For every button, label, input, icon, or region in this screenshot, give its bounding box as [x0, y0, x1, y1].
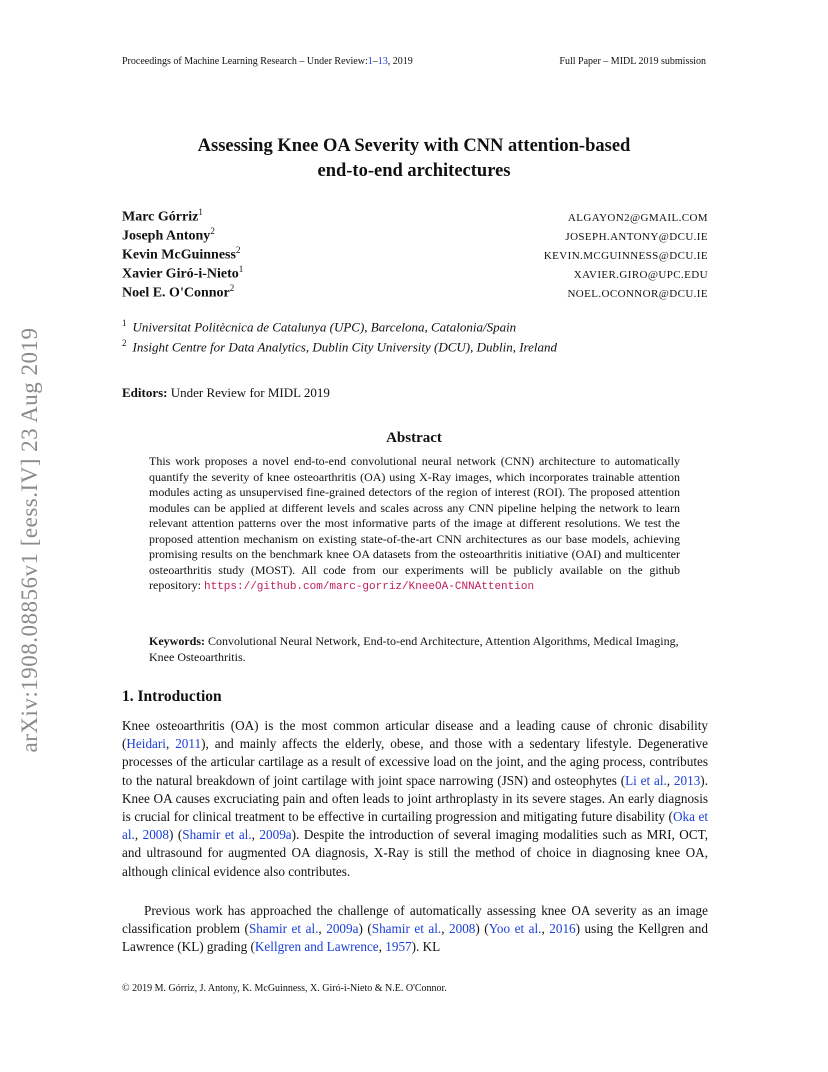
- citation-link[interactable]: 2011: [175, 736, 202, 752]
- title-line-2: end-to-end architectures: [317, 161, 511, 181]
- header-page-link-start[interactable]: 1: [367, 56, 373, 67]
- author-email[interactable]: XAVIER.GIRO@UPC.EDU: [573, 268, 708, 281]
- citation-link[interactable]: 2009a: [259, 827, 292, 843]
- header-year: , 2019: [387, 56, 413, 67]
- citation-link[interactable]: Kellgren and Lawrence: [254, 939, 379, 955]
- github-link[interactable]: https://github.com/marc-gorriz/KneeOA-CNNAttention: [204, 581, 535, 593]
- paragraph-text: ) (: [475, 921, 489, 937]
- author-affil-sup: 2: [235, 245, 241, 255]
- paper-title: [80, 134, 748, 184]
- author-affil-sup: 1: [198, 207, 203, 217]
- affil-text: Insight Centre for Data Analytics, Dublin City University (DCU), Dublin, Ireland: [132, 339, 558, 355]
- paragraph-text: ,: [541, 921, 550, 937]
- paragraph-text: ,: [666, 772, 674, 788]
- paragraph-text: ) (: [358, 921, 372, 937]
- author-email[interactable]: NOEL.OCONNOR@DCU.IE: [567, 287, 708, 300]
- author-name: Joseph Antony$^2$: [122, 226, 215, 244]
- citation-link[interactable]: 2008: [449, 921, 476, 937]
- author-name: Marc Górriz$^1$: [122, 207, 203, 225]
- intro-paragraph-1: [122, 717, 708, 881]
- author-row: [122, 207, 708, 226]
- editors-line: [122, 385, 330, 401]
- running-header-right: Full Paper – MIDL 2019 submission: [559, 56, 706, 67]
- citation-link[interactable]: Shamir et al.: [248, 921, 319, 937]
- author-row: [122, 245, 708, 264]
- paragraph-text: ,: [134, 827, 143, 843]
- intro-paragraph-2: [122, 902, 708, 957]
- paragraph-text: ,: [441, 921, 450, 937]
- running-header-left: [122, 56, 413, 67]
- citation-link[interactable]: 2008: [142, 827, 169, 843]
- affil-text: Universitat Politècnica de Catalunya (UPC), Barcelona, Catalonia/Spain: [132, 319, 517, 335]
- paragraph-text: ). KL: [411, 939, 441, 955]
- paragraph-text: ,: [251, 827, 260, 843]
- author-list: [122, 207, 708, 302]
- keywords-label: Keywords:: [149, 634, 205, 648]
- paragraph-text: ) (: [168, 827, 183, 843]
- abstract-heading: Abstract: [386, 430, 442, 446]
- affiliation: [122, 338, 557, 358]
- author-affil-sup: 2: [229, 283, 235, 293]
- citation-link[interactable]: Shamir et al.: [182, 827, 252, 843]
- affiliation: [122, 318, 557, 338]
- keywords: [149, 633, 680, 665]
- header-page-link-end[interactable]: 13: [377, 56, 388, 67]
- citation-link[interactable]: Yoo et al.: [488, 921, 542, 937]
- paragraph-text: ,: [378, 939, 386, 955]
- paragraph-text: Previous work has approached the challenge of automatically assessing knee OA severity as an image classification problem (: [122, 903, 708, 937]
- paragraph-text: ). Despite the introduction of several imaging modalities such as MRI, OCT, and ultrasound for augmented OA diagnosis, X-Ray is still the method of choice in diagnosing knee OA, although clinical evidence also contributes.: [122, 827, 709, 879]
- citation-link[interactable]: 2016: [549, 921, 576, 937]
- title-line-1: Assessing Knee OA Severity with CNN attention-based: [197, 136, 631, 156]
- affiliations: [122, 318, 557, 358]
- paragraph-text: ). Knee OA causes excruciating pain and often leads to joint arthroplasty in its severe stages. An early diagnosis is crucial for clinical treatment to be effective in curtailing progression and mitigating future disability (: [122, 772, 708, 825]
- paragraph-text: ) using the Kellgren and Lawrence (KL) grading (: [122, 921, 708, 955]
- keywords-text: Convolutional Neural Network, End-to-end Architecture, Attention Algorithms, Medical Imaging, Knee Osteoarthritis.: [149, 634, 679, 664]
- citation-link[interactable]: 2009a: [326, 921, 359, 937]
- abstract-body: [149, 454, 680, 596]
- citation-link[interactable]: 2013: [673, 772, 701, 788]
- paragraph-text: ,: [318, 921, 327, 937]
- header-dash: –: [372, 56, 378, 67]
- citation-link[interactable]: 1957: [385, 939, 412, 955]
- author-email[interactable]: JOSEPH.ANTONY@DCU.IE: [565, 230, 708, 243]
- section-heading: 1. Introduction: [122, 688, 222, 705]
- abstract-text: This work proposes a novel end-to-end convolutional neural network (CNN) architecture to automatically quantify the severity of knee osteoarthritis (OA) using X-Ray images, which incorporates trainable attention modules acting as unsupervised fine-grained detectors of the region of interest (ROI). The proposed attention modules can be applied at different levels and scales across any CNN pipeline helping the network to learn relevant attention patterns over the most informative parts of the image at different resolutions. We test the proposed attention mechanism on existing state-of-the-art CNN architectures as our base models, achieving promising results on the benchmark knee OA datasets from the osteoarthritis initiative (OAI) and multicenter osteoarthritis study (MOST). All code from our experiments will be publicly available on the github repository:: [149, 454, 680, 592]
- author-affil-sup: 2: [210, 226, 215, 236]
- author-name: Xavier Giró-i-Nieto$^1$: [122, 264, 244, 282]
- paragraph-text: ), and mainly affects the elderly, obese, and those with a sedentary lifestyle. Degenerative processes of the articular cartilage as a result of excessive load on the joint, and the aging process, contributes to the natural breakdown of joint cartilage with joint space narrowing (JSN) and osteophytes (: [122, 736, 708, 788]
- arxiv-stamp: arXiv:1908.08856v1 [eess.IV] 23 Aug 2019: [17, 327, 42, 753]
- editors-text: Under Review for MIDL 2019: [167, 385, 330, 400]
- affil-number: 2: [122, 338, 127, 348]
- author-row: [122, 283, 708, 302]
- author-email[interactable]: KEVIN.MCGUINNESS@DCU.IE: [543, 249, 708, 262]
- citation-link[interactable]: Shamir et al.: [371, 921, 442, 937]
- author-affil-sup: 1: [238, 264, 244, 274]
- editors-label: Editors:: [122, 385, 168, 400]
- author-name: Kevin McGuinness$^2$: [122, 245, 241, 263]
- copyright-footer: © 2019 M. Górriz, J. Antony, K. McGuinness, X. Giró-i-Nieto & N.E. O'Connor.: [122, 983, 447, 994]
- author-row: [122, 226, 708, 245]
- author-row: [122, 264, 708, 283]
- citation-link[interactable]: Oka et al.: [122, 809, 708, 843]
- affil-number: 1: [122, 318, 127, 328]
- citation-link[interactable]: Li et al.: [625, 772, 667, 788]
- paragraph-text: ,: [165, 736, 176, 752]
- author-name: Noel E. O'Connor$^2$: [122, 283, 235, 301]
- header-venue: Proceedings of Machine Learning Research – Under Review:: [122, 56, 368, 67]
- paragraph-text: Knee osteoarthritis (OA) is the most common articular disease and a leading cause of chronic disability (: [122, 718, 708, 752]
- citation-link[interactable]: Heidari: [126, 736, 166, 752]
- author-email[interactable]: ALGAYON2@GMAIL.COM: [567, 211, 708, 224]
